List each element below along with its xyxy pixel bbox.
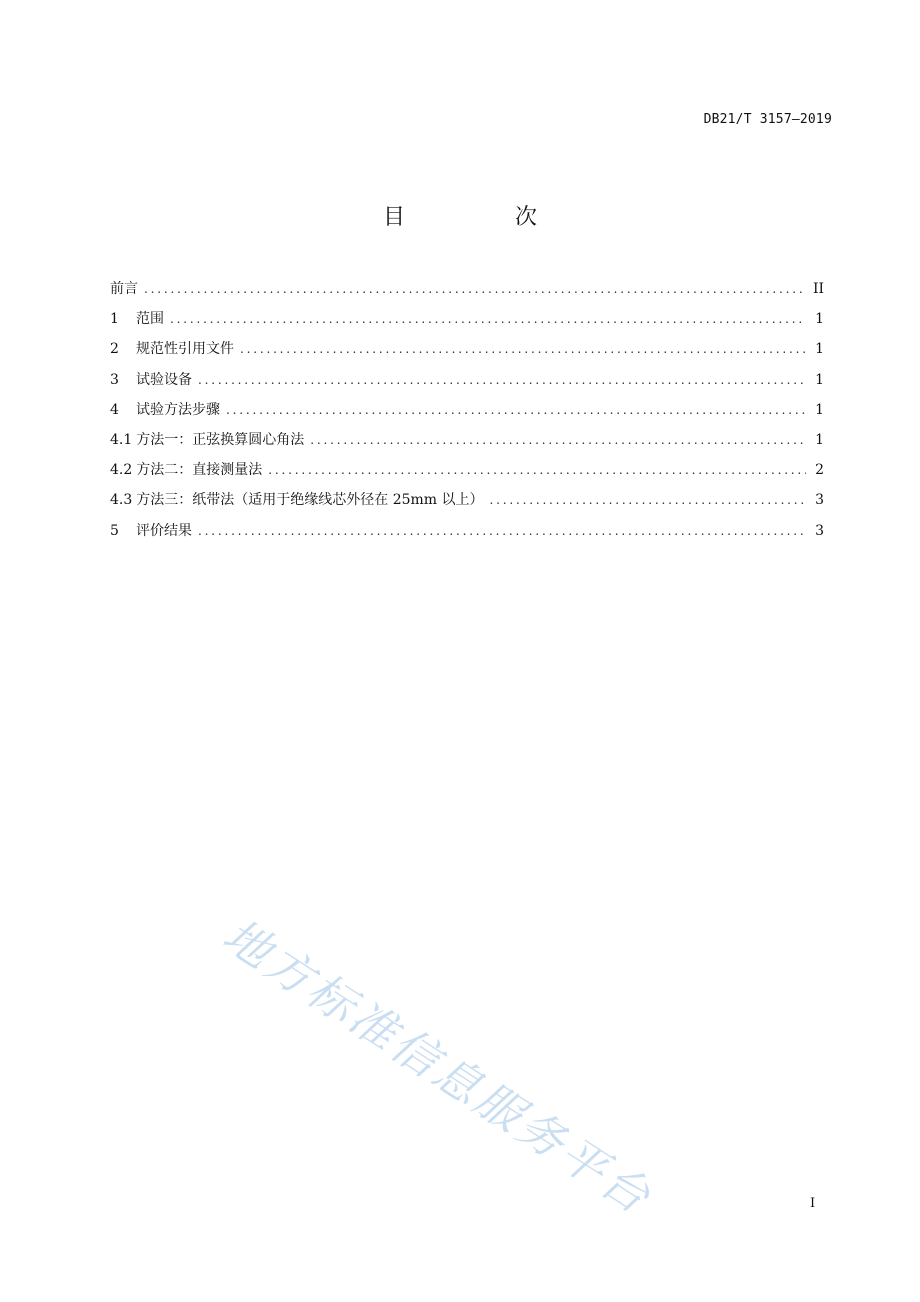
toc-entry-label bbox=[110, 369, 192, 391]
toc-entry-method-1[interactable] bbox=[110, 429, 824, 459]
toc-entry-number: 2 bbox=[110, 341, 119, 358]
toc-leader-dots bbox=[144, 278, 806, 300]
toc-entry-scope[interactable] bbox=[110, 308, 824, 338]
toc-entry-number: 5 bbox=[110, 522, 119, 539]
toc-entry-evaluation-results[interactable] bbox=[110, 520, 824, 550]
toc-entry-text: 方法三：纸带法（适用于绝缘线芯外径在 25mm 以上） bbox=[136, 492, 484, 509]
toc-entry-foreword[interactable] bbox=[110, 278, 824, 308]
toc-entry-page: 1 bbox=[815, 371, 824, 388]
toc-entry-page: 3 bbox=[815, 522, 824, 539]
toc-entry-page: 1 bbox=[815, 401, 824, 418]
toc-entry-page: II bbox=[812, 281, 824, 297]
toc-entry-page: 1 bbox=[815, 341, 824, 358]
toc-entry-page: 1 bbox=[815, 311, 824, 328]
toc-entry-label bbox=[110, 520, 192, 542]
toc-entry-method-2[interactable] bbox=[110, 459, 824, 489]
toc-entry-method-3[interactable] bbox=[110, 489, 824, 519]
toc-entry-label bbox=[110, 308, 164, 330]
toc-entry-label bbox=[110, 459, 262, 481]
toc-entry-number: 1 bbox=[110, 311, 119, 328]
toc-entry-page: 3 bbox=[815, 492, 824, 509]
table-of-contents bbox=[110, 278, 824, 550]
toc-entry-text: 规范性引用文件 bbox=[136, 341, 234, 358]
page-number: I bbox=[810, 1196, 816, 1211]
toc-entry-text: 试验方法步骤 bbox=[136, 401, 220, 418]
toc-entry-label bbox=[110, 338, 234, 360]
toc-entry-label: 前言 bbox=[110, 281, 138, 297]
toc-leader-dots bbox=[240, 338, 806, 360]
toc-entry-page: 2 bbox=[815, 462, 824, 479]
toc-entry-text: 范围 bbox=[136, 311, 164, 328]
toc-entry-number: 3 bbox=[110, 371, 119, 388]
toc-entry-text: 评价结果 bbox=[136, 522, 192, 539]
toc-entry-label bbox=[110, 399, 220, 421]
toc-entry-test-equipment[interactable] bbox=[110, 369, 824, 399]
toc-leader-dots bbox=[198, 369, 806, 391]
toc-leader-dots bbox=[268, 459, 806, 481]
toc-entry-label bbox=[110, 429, 304, 451]
toc-entry-text: 方法二：直接测量法 bbox=[136, 462, 263, 479]
toc-leader-dots bbox=[490, 489, 806, 511]
toc-entry-number: 4.2 bbox=[110, 462, 133, 479]
toc-entry-number: 4 bbox=[110, 401, 119, 418]
toc-entry-number: 4.3 bbox=[110, 492, 133, 509]
toc-leader-dots bbox=[226, 399, 806, 421]
toc-entry-test-procedure[interactable] bbox=[110, 399, 824, 429]
toc-leader-dots bbox=[310, 429, 806, 451]
toc-leader-dots bbox=[198, 520, 806, 542]
toc-entry-text: 试验设备 bbox=[136, 371, 192, 388]
toc-entry-number: 4.1 bbox=[110, 431, 133, 448]
toc-leader-dots bbox=[170, 308, 806, 330]
page-title: 目 次 bbox=[382, 205, 581, 230]
toc-entry-label bbox=[110, 489, 484, 511]
toc-entry-page: 1 bbox=[815, 431, 824, 448]
watermark: 地方标准信息服务平台 bbox=[213, 907, 663, 1226]
document-code: DB21/T 3157—2019 bbox=[703, 112, 832, 127]
toc-entry-text: 方法一：正弦换算圆心角法 bbox=[136, 431, 305, 448]
toc-entry-normative-references[interactable] bbox=[110, 338, 824, 368]
